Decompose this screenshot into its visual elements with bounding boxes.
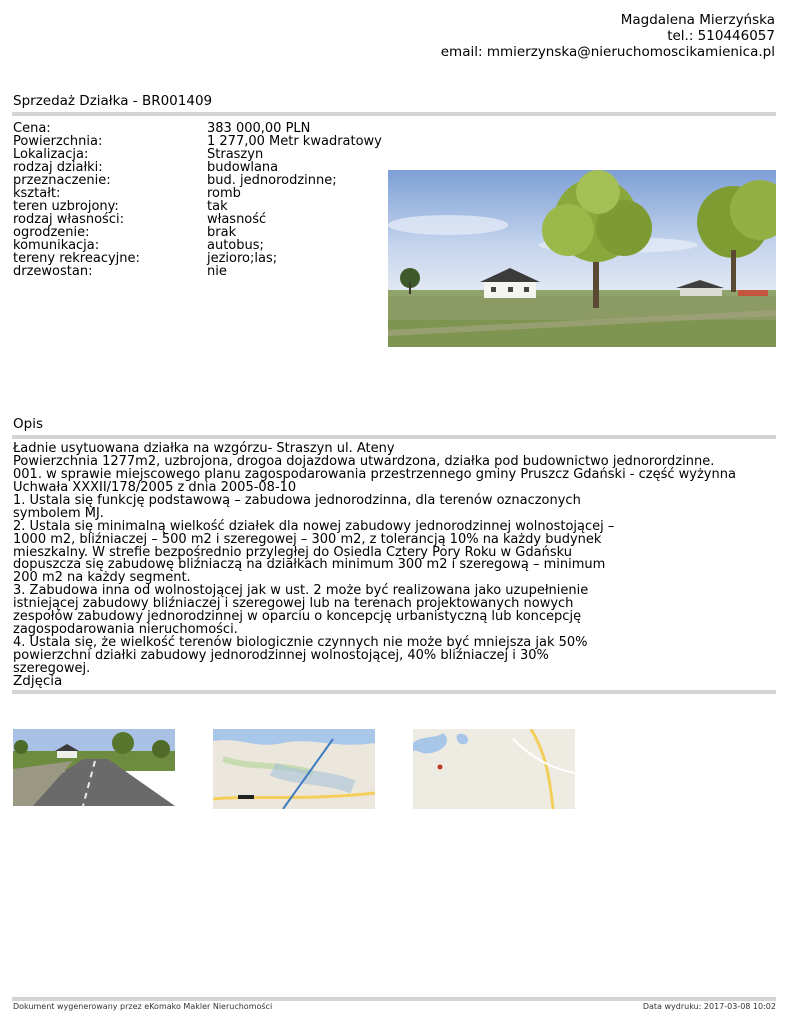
description-line: szeregowej. (13, 660, 91, 676)
title-divider (12, 112, 776, 116)
description-line: 4. Ustala się, że wielkość terenów biologicznie czynnych nie może być mniejsza jak 50% (13, 635, 588, 651)
description-line: 1. Ustala się funkcję podstawową – zabudowa jednorodzinna, dla terenów oznaczonych (13, 492, 581, 508)
main-photo[interactable] (388, 170, 776, 347)
photos-divider (12, 690, 776, 694)
description-divider (12, 435, 776, 439)
property-value: własność (207, 212, 267, 227)
description-line: zespołów zabudowy jednorodzinnej w oparciu o koncepcję urbanistyczną lub koncepcję (13, 609, 582, 625)
description-line: symbolem MJ. (13, 505, 104, 521)
agent-name: Magdalena Mierzyńska (620, 12, 775, 28)
description-line: mieszkalny. W strefie bezpośrednio przyległej do Osiedla Cztery Pory Roku w Gdańsku (13, 544, 572, 560)
property-value: tak (207, 199, 228, 214)
description-line: Ładnie usytuowana działka na wzgórzu- Straszyn ul. Ateny (13, 441, 395, 456)
property-value: romb (207, 186, 241, 201)
description-heading: Opis (13, 416, 43, 432)
property-value: 1 277,00 Metr kwadratowy (207, 134, 382, 149)
agent-phone: tel.: 510446057 (667, 28, 775, 44)
footer-generated-by: Dokument wygenerowany przez eKomako Makler Nieruchomości (13, 1002, 273, 1011)
thumbnail-map-overview[interactable] (413, 729, 575, 809)
description-line: powierzchni działki zabudowy jednorodzinnej wolnostojącej, 40% bliźniaczej i 30% (13, 648, 549, 663)
property-label: przeznaczenie: (13, 173, 111, 188)
footer-print-date: Data wydruku: 2017-03-08 10:02 (642, 1002, 776, 1011)
property-label: teren uzbrojony: (13, 199, 119, 214)
listing-title: Sprzedaż Działka - BR001409 (13, 93, 213, 109)
description-line: Uchwała XXXII/178/2005 z dnia 2005-08-10 (13, 479, 297, 495)
property-label: Powierzchnia: (13, 134, 103, 149)
description-line: 2. Ustala się minimalną wielkość działek dla nowej zabudowy jednorodzinnej wolnostojącej – (13, 518, 615, 534)
property-label: drzewostan: (13, 264, 93, 279)
property-label: Lokalizacja: (13, 147, 89, 162)
description-line: 200 m2 na każdy segment. (13, 570, 191, 586)
property-value: 383 000,00 PLN (207, 121, 311, 136)
photos-heading: Zdjęcia (13, 673, 63, 689)
property-value: Straszyn (207, 147, 264, 162)
thumbnail-map-detail[interactable] (213, 729, 375, 809)
property-label: rodzaj własności: (13, 212, 124, 227)
property-value: autobus; (207, 238, 264, 253)
property-label: ogrodzenie: (13, 225, 90, 240)
description-line: Powierzchnia 1277m2, uzbrojona, drogoa dojazdowa utwardzona, działka pod budownictwo jednorordzinne. (13, 453, 715, 469)
property-value: nie (207, 264, 227, 279)
property-label: Cena: (13, 121, 51, 136)
property-value: budowlana (207, 160, 279, 175)
property-label: komunikacja: (13, 238, 100, 253)
description-line: 001. w sprawie miejscowego planu zagospodarowania przestrzennego gminy Pruszcz Gdański - część wyżynna (13, 466, 736, 482)
description-line: istniejącej zabudowy bliźniaczej i szeregowej lub na terenach projektowanych nowych (13, 596, 574, 612)
description-text (13, 443, 778, 676)
property-values (207, 122, 382, 278)
description-line: 3. Zabudowa inna od wolnostojącej jak w ust. 2 może być realizowana jako uzupełnienie (13, 583, 589, 599)
property-value: bud. jednorodzinne; (207, 173, 337, 188)
property-labels (13, 122, 140, 278)
agent-contact (441, 12, 775, 60)
description-line: zagospodarowania nieruchomości. (13, 622, 238, 638)
description-line: 1000 m2, bliźniaczej – 500 m2 i szeregowej – 300 m2, z tolerancją 10% na każdy budynek (13, 531, 602, 547)
property-value: jezioro;las; (207, 251, 278, 266)
property-label: rodzaj działki: (13, 160, 103, 175)
property-value: brak (207, 225, 237, 240)
description-line: dopuszcza się zabudowę bliźniaczą na działkach minimum 300 m2 i szeregową – minimum (13, 557, 606, 573)
property-label: tereny rekreacyjne: (13, 251, 140, 266)
thumbnail-street-photo[interactable] (13, 729, 175, 806)
property-label: kształt: (13, 186, 61, 201)
agent-email[interactable]: email: mmierzynska@nieruchomoscikamienica.pl (440, 44, 775, 60)
